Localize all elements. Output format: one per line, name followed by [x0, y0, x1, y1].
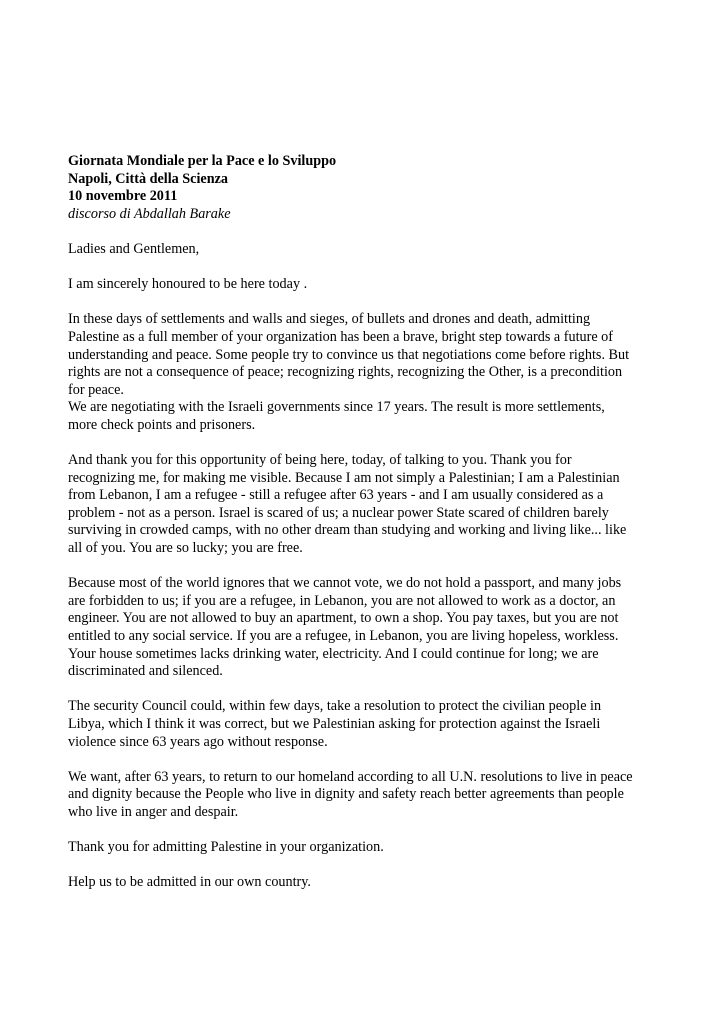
- paragraph-line: We are negotiating with the Israeli governments since 17 years. The result is more settlements,: [68, 399, 605, 416]
- paragraph-3: [68, 399, 668, 434]
- paragraph-line: Libya, which I think it was correct, but we Palestinian asking for protection against the Israeli: [68, 716, 601, 732]
- paragraph-line: Help us to be admitted in our own country.: [68, 874, 311, 891]
- paragraph-line: Palestine as a full member of your organization has been a brave, bright step towards a future of: [68, 328, 613, 345]
- paragraph-line: I am sincerely honoured to be here today .: [68, 276, 308, 293]
- paragraph-line: and dignity because the People who live in dignity and safety reach better agreements than people: [68, 786, 624, 803]
- paragraph-line: In these days of settlements and walls and sieges, of bullets and drones and death, admitting: [68, 311, 591, 328]
- paragraph-line: more check points and prisoners.: [68, 416, 256, 433]
- paragraph-line: surviving in crowded camps, with no other dream than studying and working and living like... like: [68, 522, 627, 539]
- paragraph-line: Because most of the world ignores that we cannot vote, we do not hold a passport, and many jobs: [68, 575, 622, 592]
- paragraph-line: entitled to any social service. If you are a refugee, in Lebanon, you are living hopeless, workless.: [68, 628, 619, 645]
- paragraph-line: who live in anger and despair.: [68, 803, 239, 820]
- paragraph-line: Thank you for admitting Palestine in your organization.: [68, 839, 384, 856]
- paragraph-8: [68, 839, 668, 857]
- paragraph-line: for peace.: [68, 381, 124, 398]
- paragraph-line: recognizing me, for making me visible. Because I am not simply a Palestinian; I am a Palestinian: [68, 469, 620, 486]
- event-title: Giornata Mondiale per la Pace e lo Sviluppo: [68, 153, 337, 169]
- paragraph-line: from Lebanon, I am a refugee - still a refugee after 63 years - and I am usually considered as a: [68, 487, 604, 504]
- paragraph-2: [68, 311, 668, 399]
- spacer: [68, 223, 668, 241]
- event-date: 10 novembre 2011: [68, 188, 178, 205]
- paragraph-line: The security Council could, within few days, take a resolution to protect the civilian people in: [68, 698, 602, 715]
- paragraph-6: [68, 698, 668, 751]
- paragraph-line: rights are not a consequence of peace; recognizing rights, recognizing the Other, is a precondition: [68, 364, 623, 381]
- paragraph-4: [68, 452, 668, 558]
- paragraph-9: [68, 874, 668, 892]
- header-block: [68, 153, 668, 223]
- paragraph-line: understanding and peace. Some people try to convince us that negotiations come before rights. But: [68, 346, 630, 363]
- event-location: Napoli, Città della Scienza: [68, 170, 228, 187]
- paragraph-line: problem - not as a person. Israel is scared of us; a nuclear power State scared of children barely: [68, 504, 609, 521]
- paragraph-1: [68, 276, 668, 294]
- paragraph-line: engineer. You are not allowed to buy an apartment, to own a shop. You pay taxes, but you are not: [68, 610, 619, 627]
- paragraph-line: all of you. You are so lucky; you are free.: [68, 540, 303, 557]
- letter-content: [68, 153, 668, 910]
- paragraph-line: discriminated and silenced.: [68, 663, 223, 680]
- paragraph-7: [68, 769, 668, 822]
- paragraph-line: And thank you for this opportunity of being here, today, of talking to you. Thank you for: [68, 452, 572, 469]
- paragraph-line: Your house sometimes lacks drinking water, electricity. And I could continue for long; we are: [68, 645, 599, 662]
- speaker-line: discorso di Abdallah Barake: [68, 205, 231, 222]
- paragraph-5: [68, 575, 668, 681]
- salutation: [68, 241, 668, 259]
- paragraph-line: are forbidden to us; if you are a refugee, in Lebanon, you are not allowed to work as a doctor, an: [68, 592, 616, 609]
- paragraph-line: We want, after 63 years, to return to our homeland according to all U.N. resolutions to live in peace: [68, 768, 633, 785]
- salutation-text: Ladies and Gentlemen,: [68, 240, 200, 257]
- paragraph-line: violence since 63 years ago without response.: [68, 733, 328, 750]
